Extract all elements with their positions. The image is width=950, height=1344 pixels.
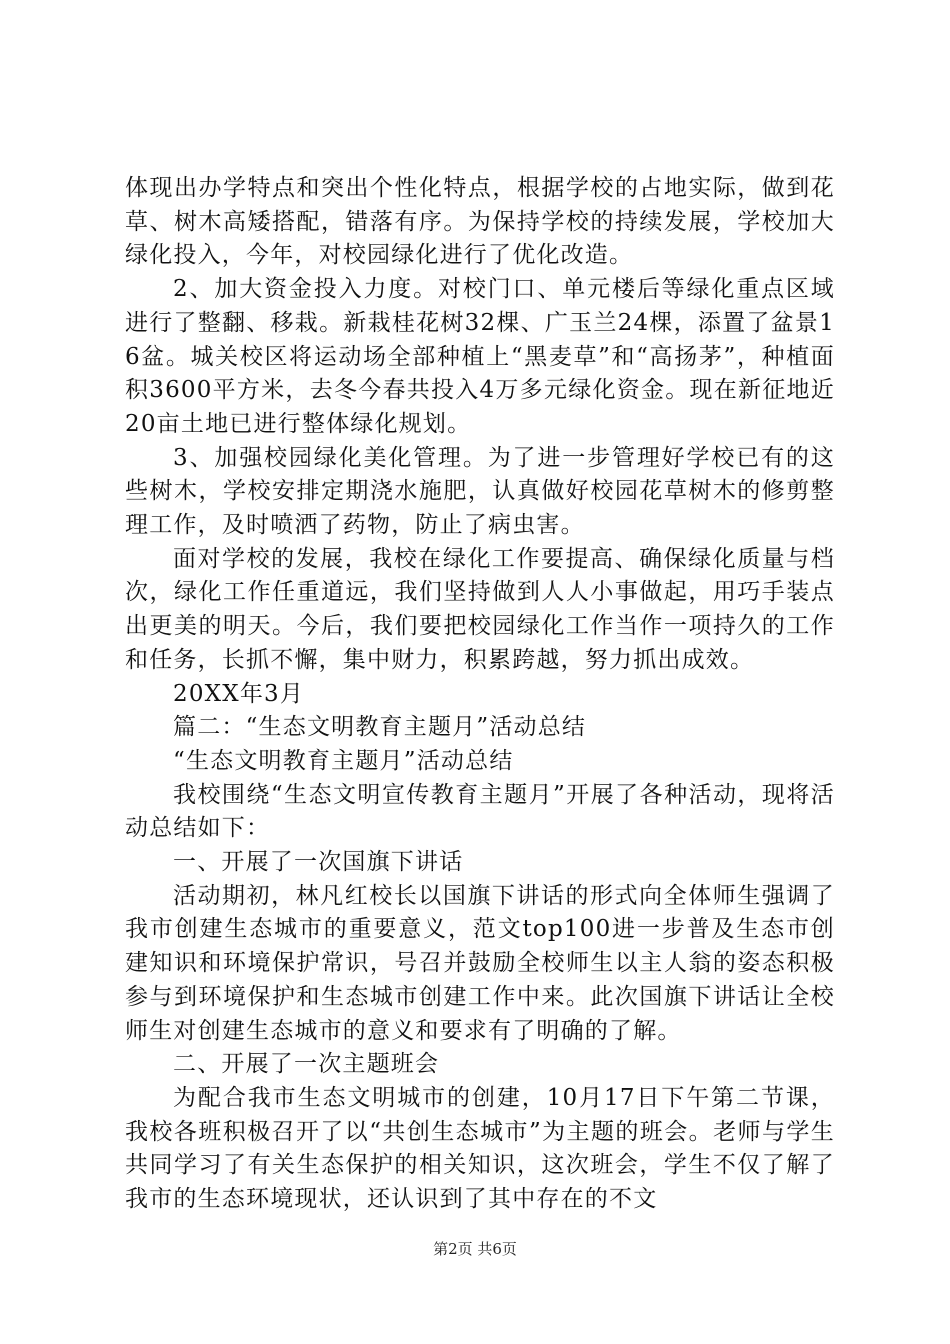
section-heading: 篇二：“生态文明教育主题月”活动总结 [173,714,587,741]
paragraph-4: 面对学校的发展，我校在绿化工作要提高、确保绿化质量与档次，绿化工作任重道远，我们坚持做到人人小事做起，用巧手装点出更美的明天。今后，我们要把校园绿化工作当作一项持久的工作和任务，长抓不懈，集中财力，积累跨越，努力抓出成效。 [125,545,835,673]
document-body [125,172,835,1217]
subheading-1: 一、开展了一次国旗下讲话 [173,849,464,876]
paragraph-1: 体现出办学特点和突出个性化特点，根据学校的占地实际，做到花草、树木高矮搭配，错落有序。为保持学校的持续发展，学校加大绿化投入，今年，对校园绿化进行了优化改造。 [125,175,835,269]
page-footer: 第2页 共6页 [433,1240,517,1258]
date-line: 20XX年3月 [173,680,305,707]
paragraph-2: 2、加大资金投入力度。对校门口、单元楼后等绿化重点区域进行了整翻、移栽。新栽桂花树32棵、广玉兰24棵，添置了盆景16盆。城关校区将运动场全部种植上“黑麦草”和“高扬茅”，种植面积3600平方米，去冬今春共投入4万多元绿化资金。现在新征地近20亩土地已进行整体绿化规划。 [125,276,835,437]
paragraph-5: 活动期初，林凡红校长以国旗下讲话的形式向全体师生强调了我市创建生态城市的重要意义，范文top100进一步普及生态市创建知识和环境保护常识，号召并鼓励全校师生以主人翁的姿态积极参与到环境保护和生态城市创建工作中来。此次国旗下讲话让全校师生对创建生态城市的意义和要求有了明确的了解。 [125,882,835,1044]
section-title: “生态文明教育主题月”活动总结 [173,747,514,774]
paragraph-intro: 我校围绕“生态文明宣传教育主题月”开展了各种活动，现将活动总结如下： [125,781,835,842]
paragraph-6: 为配合我市生态文明城市的创建，10月17日下午第二节课，我校各班积极召开了以“共创生态城市”为主题的班会。老师与学生共同学习了有关生态保护的相关知识，这次班会，学生不仅了解了我市的生态环境现状，还认识到了其中存在的不文 [125,1084,835,1213]
subheading-2: 二、开展了一次主题班会 [173,1051,440,1078]
paragraph-3: 3、加强校园绿化美化管理。为了进一步管理好学校已有的这些树木，学校安排定期浇水施肥，认真做好校园花草树木的修剪整理工作，及时喷洒了药物，防止了病虫害。 [125,444,835,539]
